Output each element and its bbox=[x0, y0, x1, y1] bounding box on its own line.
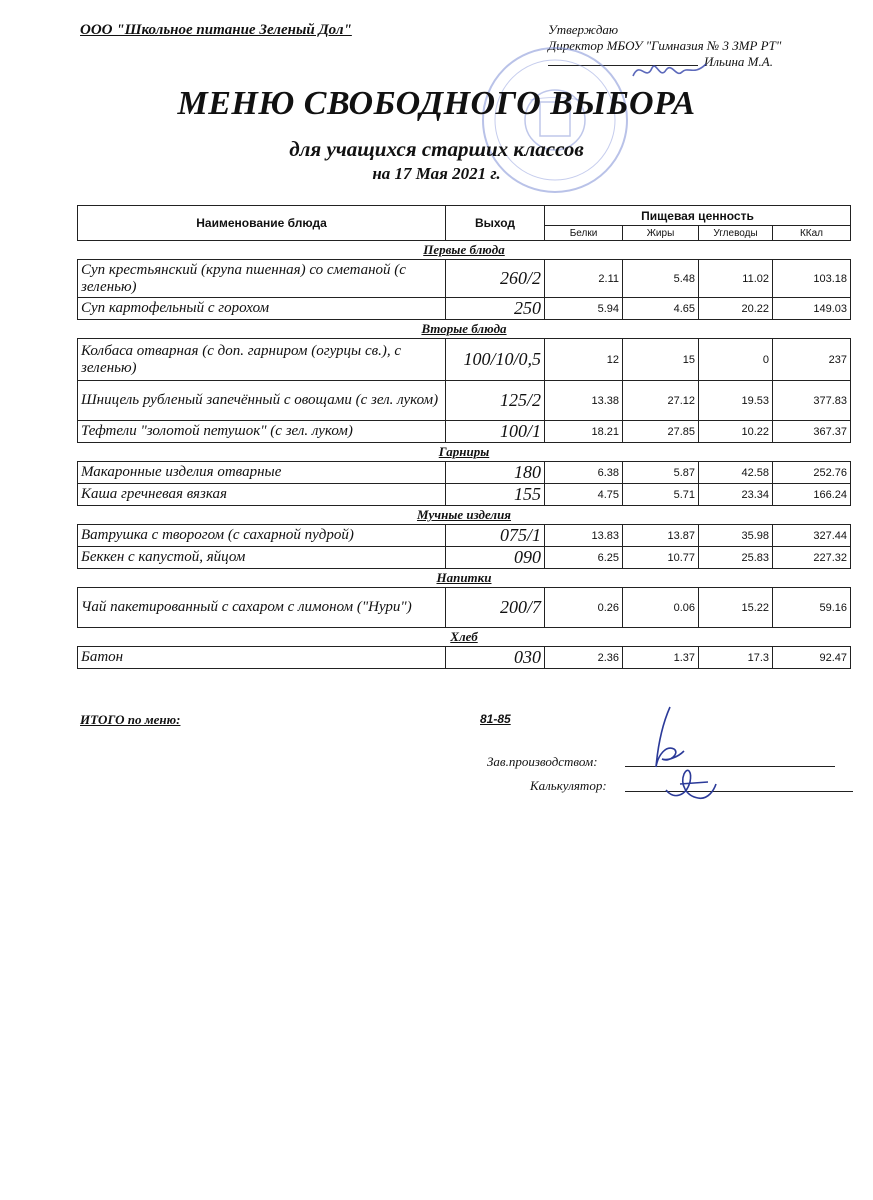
section-header: Вторые блюда bbox=[78, 320, 851, 339]
dish-protein: 2.11 bbox=[545, 260, 623, 298]
total-value: 81-85 bbox=[480, 712, 511, 726]
dish-carbs: 25.83 bbox=[699, 547, 773, 569]
table-row bbox=[78, 462, 851, 484]
dish-output: 155 bbox=[446, 484, 545, 506]
table-row bbox=[78, 298, 851, 320]
dish-kcal: 237 bbox=[773, 339, 851, 381]
dish-output: 100/10/0,5 bbox=[446, 339, 545, 381]
dish-output: 250 bbox=[446, 298, 545, 320]
dish-fat: 1.37 bbox=[623, 647, 699, 669]
dish-carbs: 20.22 bbox=[699, 298, 773, 320]
calculator-signature-image bbox=[660, 760, 720, 805]
column-header-output: Выход bbox=[446, 206, 545, 241]
dish-name: Каша гречневая вязкая bbox=[78, 484, 446, 506]
dish-output: 030 bbox=[446, 647, 545, 669]
dish-output: 090 bbox=[446, 547, 545, 569]
dish-name: Макаронные изделия отварные bbox=[78, 462, 446, 484]
dish-kcal: 227.32 bbox=[773, 547, 851, 569]
dish-protein: 0.26 bbox=[545, 588, 623, 628]
dish-kcal: 367.37 bbox=[773, 421, 851, 443]
dish-name: Беккен с капустой, яйцом bbox=[78, 547, 446, 569]
dish-output: 125/2 bbox=[446, 381, 545, 421]
dish-protein: 18.21 bbox=[545, 421, 623, 443]
dish-fat: 5.71 bbox=[623, 484, 699, 506]
section-header: Напитки bbox=[78, 569, 851, 588]
column-header-fat: Жиры bbox=[623, 226, 699, 241]
dish-kcal: 377.83 bbox=[773, 381, 851, 421]
table-row bbox=[78, 381, 851, 421]
column-header-carbs: Углеводы bbox=[699, 226, 773, 241]
dish-carbs: 10.22 bbox=[699, 421, 773, 443]
dish-protein: 6.25 bbox=[545, 547, 623, 569]
dish-kcal: 327.44 bbox=[773, 525, 851, 547]
dish-protein: 4.75 bbox=[545, 484, 623, 506]
dish-kcal: 59.16 bbox=[773, 588, 851, 628]
table-row bbox=[78, 588, 851, 628]
section-header: Гарниры bbox=[78, 443, 851, 462]
director-signature-image bbox=[630, 58, 710, 84]
dish-output: 100/1 bbox=[446, 421, 545, 443]
dish-name: Колбаса отварная (с доп. гарниром (огурцы св.), с зеленью) bbox=[78, 339, 446, 381]
dish-kcal: 252.76 bbox=[773, 462, 851, 484]
dish-carbs: 23.34 bbox=[699, 484, 773, 506]
dish-carbs: 15.22 bbox=[699, 588, 773, 628]
dish-name: Шницель рубленый запечённый с овощами (с зел. луком) bbox=[78, 381, 446, 421]
dish-output: 260/2 bbox=[446, 260, 545, 298]
dish-protein: 12 bbox=[545, 339, 623, 381]
section-header: Мучные изделия bbox=[78, 506, 851, 525]
dish-carbs: 0 bbox=[699, 339, 773, 381]
section-header: Первые блюда bbox=[78, 241, 851, 260]
table-row bbox=[78, 525, 851, 547]
dish-kcal: 166.24 bbox=[773, 484, 851, 506]
dish-fat: 0.06 bbox=[623, 588, 699, 628]
dish-kcal: 149.03 bbox=[773, 298, 851, 320]
dish-protein: 5.94 bbox=[545, 298, 623, 320]
dish-kcal: 92.47 bbox=[773, 647, 851, 669]
dish-name: Суп картофельный с горохом bbox=[78, 298, 446, 320]
dish-name: Ватрушка с творогом (с сахарной пудрой) bbox=[78, 525, 446, 547]
dish-protein: 2.36 bbox=[545, 647, 623, 669]
dish-name: Батон bbox=[78, 647, 446, 669]
column-header-name: Наименование блюда bbox=[78, 206, 446, 241]
dish-carbs: 42.58 bbox=[699, 462, 773, 484]
dish-output: 180 bbox=[446, 462, 545, 484]
menu-date: на 17 Мая 2021 г. bbox=[372, 164, 501, 183]
dish-fat: 5.87 bbox=[623, 462, 699, 484]
column-header-protein: Белки bbox=[545, 226, 623, 241]
approval-word: Утверждаю bbox=[548, 22, 619, 37]
dish-carbs: 19.53 bbox=[699, 381, 773, 421]
table-row bbox=[78, 260, 851, 298]
table-row bbox=[78, 647, 851, 669]
table-row bbox=[78, 484, 851, 506]
dish-kcal: 103.18 bbox=[773, 260, 851, 298]
dish-fat: 10.77 bbox=[623, 547, 699, 569]
dish-fat: 15 bbox=[623, 339, 699, 381]
table-row bbox=[78, 421, 851, 443]
dish-name: Чай пакетированный с сахаром с лимоном ("Нури") bbox=[78, 588, 446, 628]
dish-fat: 27.85 bbox=[623, 421, 699, 443]
dish-output: 075/1 bbox=[446, 525, 545, 547]
calculator-label: Калькулятор: bbox=[530, 778, 607, 793]
section-header: Хлеб bbox=[78, 628, 851, 647]
production-head-label: Зав.производством: bbox=[487, 754, 598, 769]
total-label: ИТОГО по меню: bbox=[80, 712, 181, 727]
dish-carbs: 17.3 bbox=[699, 647, 773, 669]
dish-protein: 13.83 bbox=[545, 525, 623, 547]
page-subtitle: для учащихся старших классов bbox=[289, 137, 584, 161]
table-row bbox=[78, 547, 851, 569]
dish-carbs: 11.02 bbox=[699, 260, 773, 298]
dish-carbs: 35.98 bbox=[699, 525, 773, 547]
dish-name: Тефтели "золотой петушок" (с зел. луком) bbox=[78, 421, 446, 443]
dish-output: 200/7 bbox=[446, 588, 545, 628]
dish-fat: 4.65 bbox=[623, 298, 699, 320]
dish-fat: 5.48 bbox=[623, 260, 699, 298]
organization-name: ООО "Школьное питание Зеленый Дол" bbox=[80, 22, 352, 38]
column-header-kcal: ККал bbox=[773, 226, 851, 241]
dish-fat: 13.87 bbox=[623, 525, 699, 547]
approval-position: Директор МБОУ "Гимназия № 3 ЗМР РТ" bbox=[548, 38, 782, 53]
approval-name: Ильина М.А. bbox=[704, 54, 773, 69]
table-row bbox=[78, 339, 851, 381]
column-header-nutrition: Пищевая ценность bbox=[545, 206, 851, 226]
dish-protein: 6.38 bbox=[545, 462, 623, 484]
menu-table bbox=[77, 205, 851, 669]
page-title: МЕНЮ СВОБОДНОГО ВЫБОРА bbox=[177, 85, 696, 122]
dish-name: Суп крестьянский (крупа пшенная) со сметаной (с зеленью) bbox=[78, 260, 446, 298]
dish-fat: 27.12 bbox=[623, 381, 699, 421]
dish-protein: 13.38 bbox=[545, 381, 623, 421]
